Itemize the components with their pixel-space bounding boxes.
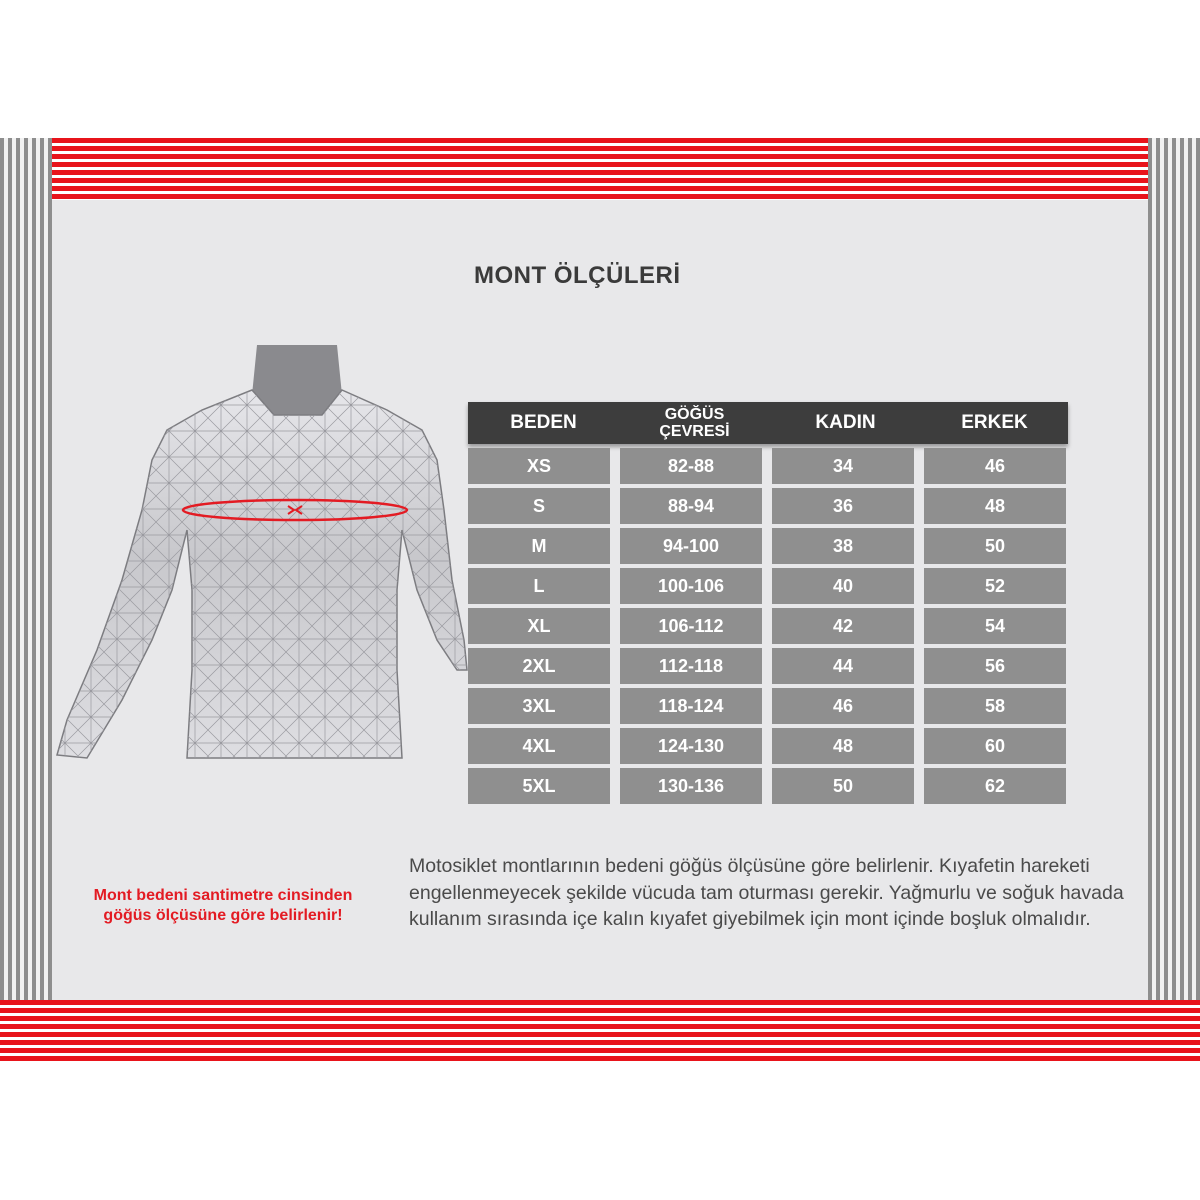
cell-women: 46 [772,688,914,724]
cell-women: 36 [772,488,914,524]
cell-women: 44 [772,648,914,684]
size-table [468,402,1068,808]
cell-men: 46 [924,448,1066,484]
cell-men: 52 [924,568,1066,604]
table-row [468,608,1068,644]
header-gogus-cevresi [619,402,770,444]
cell-women: 50 [772,768,914,804]
cell-chest: 82-88 [620,448,762,484]
table-row [468,648,1068,684]
cell-size: 4XL [468,728,610,764]
cell-men: 62 [924,768,1066,804]
cell-size: XL [468,608,610,644]
table-body [468,448,1068,804]
cell-chest: 100-106 [620,568,762,604]
cell-men: 54 [924,608,1066,644]
header-gogus: GÖĞÜS [664,406,725,423]
bottom-red-stripes [0,1000,1200,1062]
cell-size: 5XL [468,768,610,804]
description-text: Motosiklet montlarının bedeni göğüs ölçüsüne göre belirlenir. Kıyafetin hareketi engellenmeyecek şekilde vücuda tam oturması gerekir. Yağmurlu ve soğuk havada kullanım sırasında içe kalın kıyafet giyebilmek için mont içinde boşluk olmalıdır. [409,855,1124,930]
cell-chest: 106-112 [620,608,762,644]
top-red-stripes [0,138,1200,200]
table-row [468,448,1068,484]
cell-men: 50 [924,528,1066,564]
cell-women: 48 [772,728,914,764]
header-kadin: KADIN [815,412,876,433]
table-row [468,768,1068,804]
cell-size: M [468,528,610,564]
red-note: Mont bedeni santimetre cinsinden göğüs ölçüsüne göre belirlenir! [93,887,353,924]
cell-chest: 124-130 [620,728,762,764]
cell-women: 38 [772,528,914,564]
cell-chest: 118-124 [620,688,762,724]
page-title: MONT ÖLÇÜLERİ [474,262,681,289]
torso-wireframe-figure [52,340,472,770]
table-row [468,568,1068,604]
header-erkek: ERKEK [961,412,1028,433]
cell-size: 2XL [468,648,610,684]
cell-men: 56 [924,648,1066,684]
header-beden: BEDEN [510,412,577,433]
right-gray-stripes [1148,138,1200,1062]
cell-men: 60 [924,728,1066,764]
cell-size: L [468,568,610,604]
table-row [468,688,1068,724]
cell-chest: 112-118 [620,648,762,684]
table-row [468,528,1068,564]
cell-chest: 88-94 [620,488,762,524]
cell-size: XS [468,448,610,484]
cell-women: 42 [772,608,914,644]
table-row [468,488,1068,524]
cell-chest: 130-136 [620,768,762,804]
left-gray-stripes [0,138,52,1062]
cell-size: 3XL [468,688,610,724]
header-cevresi: ÇEVRESİ [659,423,730,440]
table-header [468,402,1068,444]
cell-size: S [468,488,610,524]
cell-men: 58 [924,688,1066,724]
cell-men: 48 [924,488,1066,524]
cell-women: 34 [772,448,914,484]
cell-women: 40 [772,568,914,604]
table-row [468,728,1068,764]
cell-chest: 94-100 [620,528,762,564]
